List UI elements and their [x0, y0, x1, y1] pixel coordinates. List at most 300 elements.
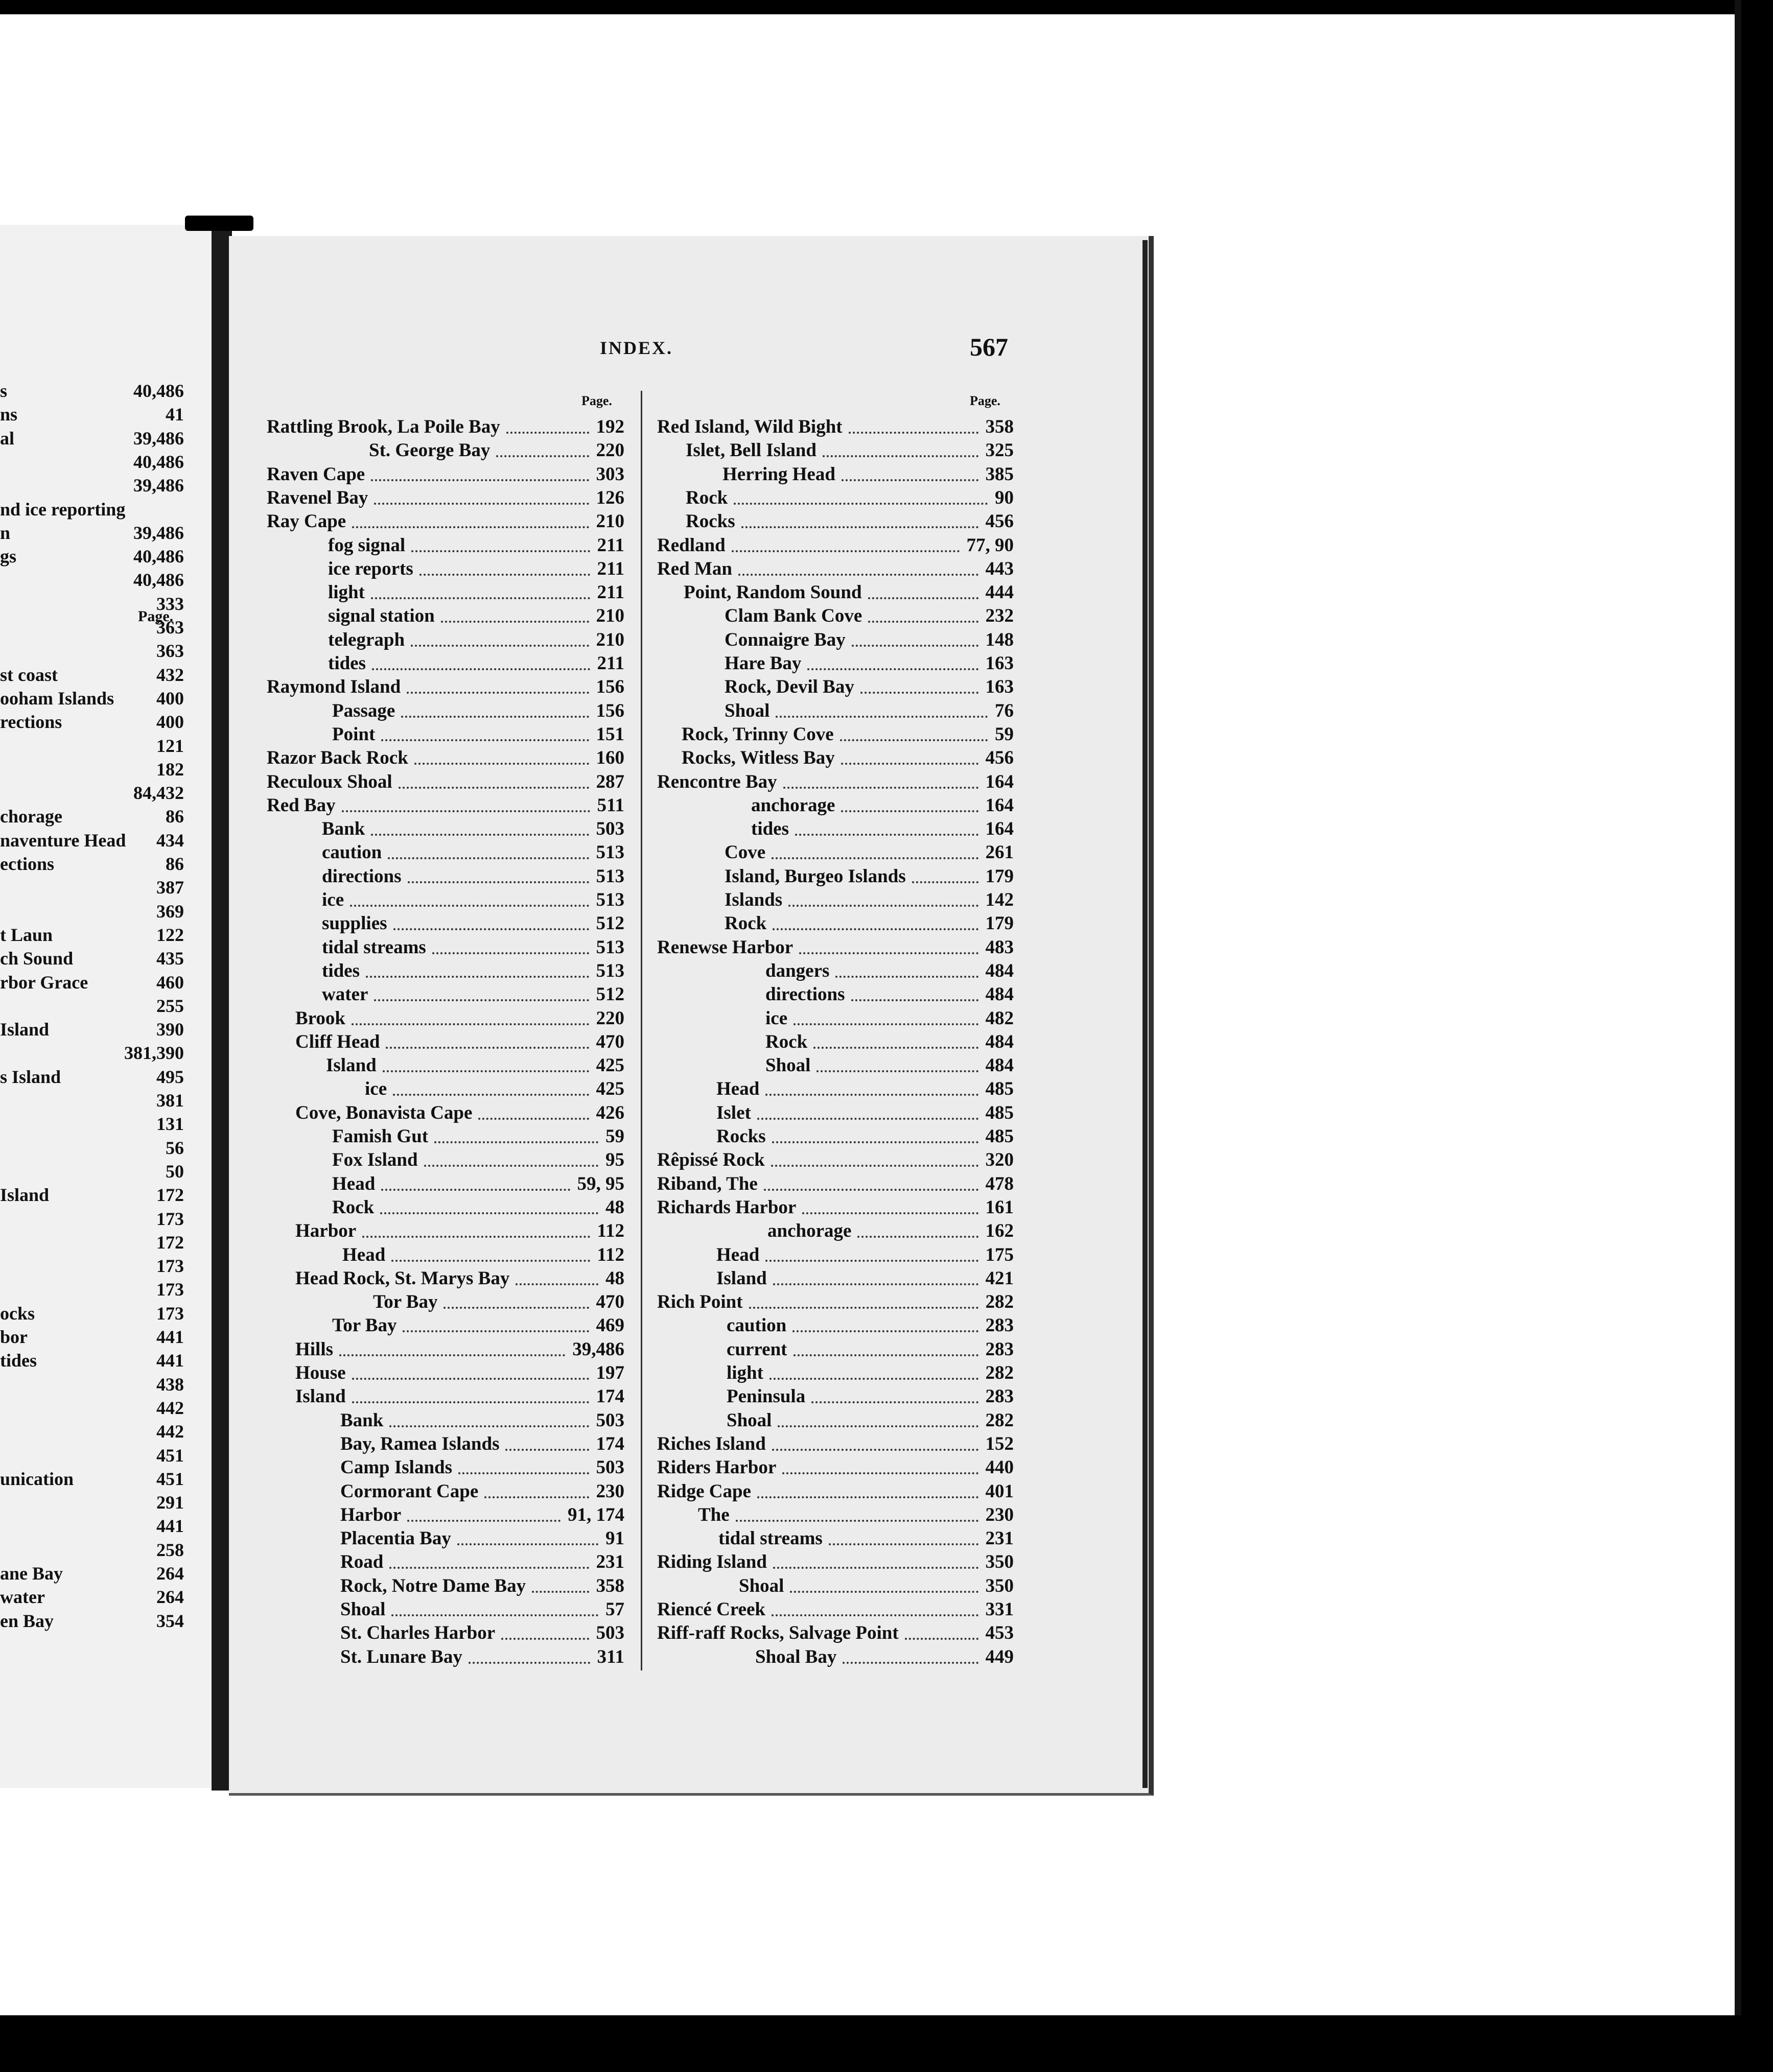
entry-text: tides: [751, 818, 789, 840]
right-page-edge: [1142, 240, 1148, 1788]
entry-page: 211: [597, 582, 624, 603]
entry-text: Point: [332, 723, 376, 745]
left-page-entry: [0, 686, 184, 709]
entry-page: 86: [166, 854, 184, 874]
index-entry: [657, 416, 1014, 440]
leader-dots: [772, 1449, 978, 1451]
leader-dots: [362, 1236, 590, 1238]
entry-text: Ravenel Bay: [267, 487, 368, 508]
entry-text: Riencé Creek: [657, 1599, 765, 1620]
entry-page: 148: [985, 629, 1014, 650]
entry-page: 400: [156, 712, 184, 733]
entry-text: Islet, Bell Island: [686, 440, 816, 461]
leader-dots: [374, 503, 589, 505]
leader-dots: [811, 1401, 978, 1403]
leader-dots: [352, 526, 589, 528]
index-entry: [267, 1031, 624, 1055]
entry-page: 512: [596, 984, 624, 1005]
index-entry: [267, 416, 624, 440]
left-page-entry: [0, 1159, 184, 1182]
index-entry: [657, 889, 1014, 913]
index-entry: [657, 1386, 1014, 1409]
entry-page: 511: [597, 794, 624, 816]
entry-page: 164: [985, 818, 1014, 840]
index-entry: [267, 1149, 624, 1173]
leader-dots: [783, 787, 978, 789]
entry-page: 434: [156, 830, 184, 851]
left-page-entry: [0, 946, 184, 969]
entry-text: Island: [716, 1267, 767, 1289]
index-entry: [267, 795, 624, 818]
leader-dots: [432, 952, 589, 954]
film-border-right-inner: [1735, 0, 1742, 2072]
entry-page: 121: [156, 735, 184, 756]
index-entry: [267, 1457, 624, 1480]
entry-page: 443: [985, 558, 1014, 579]
book-spine-cap: [185, 216, 253, 231]
entry-text: Shoal: [739, 1575, 784, 1596]
entry-page: 192: [596, 416, 624, 437]
entry-page: 211: [597, 534, 624, 556]
entry-page: 142: [985, 889, 1014, 910]
index-entry: [657, 842, 1014, 865]
entry-text: Rich Point: [657, 1291, 743, 1313]
entry-page: 287: [596, 771, 624, 792]
entry-page: 358: [985, 416, 1014, 437]
index-entry: [657, 1173, 1014, 1197]
leader-dots: [393, 928, 589, 930]
index-entry: [267, 984, 624, 1007]
index-entry: [657, 913, 1014, 936]
left-page-entry: [0, 1490, 184, 1513]
entry-text: Shoal: [765, 1055, 811, 1076]
entry-text: The: [698, 1504, 730, 1525]
entry-page: 503: [596, 1409, 624, 1431]
left-page-entry: [0, 993, 184, 1017]
entry-text: Redland: [657, 534, 726, 556]
index-entry: [267, 653, 624, 676]
entry-page: 513: [596, 960, 624, 981]
index-entry: [267, 1197, 624, 1220]
leader-dots: [790, 1591, 978, 1593]
index-entry: [267, 1339, 624, 1362]
index-entry: [267, 818, 624, 842]
entry-page: 39,486: [133, 475, 184, 496]
entry-text: Razor Back Rock: [267, 747, 408, 769]
index-entry: [657, 1339, 1014, 1362]
entry-text: Herring Head: [722, 463, 835, 485]
leader-dots: [816, 1070, 978, 1072]
entry-page: 112: [597, 1220, 624, 1242]
index-entry: [267, 1244, 624, 1268]
leader-dots: [807, 668, 978, 670]
left-page-entry: [0, 1064, 184, 1088]
entry-text: Reculoux Shoal: [267, 771, 392, 792]
entry-page: 441: [156, 1350, 184, 1371]
leader-dots: [829, 1543, 978, 1545]
entry-page: 513: [596, 889, 624, 910]
entry-page: 182: [156, 759, 184, 780]
left-page-entry: [0, 1561, 184, 1584]
leader-dots: [732, 550, 960, 552]
entry-text: unication: [0, 1468, 74, 1489]
left-page-entry: [0, 1206, 184, 1230]
index-entry: [267, 511, 624, 534]
leader-dots: [339, 1354, 565, 1356]
entry-page: 173: [156, 1256, 184, 1277]
entry-page: 350: [985, 1551, 1014, 1573]
entry-text: Raven Cape: [267, 463, 365, 485]
left-page-entry: [0, 1040, 184, 1064]
entry-page: 442: [156, 1397, 184, 1418]
leader-dots: [434, 1141, 598, 1143]
entry-text: Ray Cape: [267, 511, 346, 532]
entry-text: dangers: [765, 960, 830, 981]
left-page-entry: [0, 757, 184, 780]
index-entry: [267, 1078, 624, 1102]
entry-text: Harbor: [295, 1220, 357, 1242]
entry-text: ice: [365, 1078, 387, 1100]
leader-dots: [414, 763, 589, 765]
entry-page: 390: [156, 1019, 184, 1040]
leader-dots: [350, 905, 589, 907]
entry-page: 453: [985, 1622, 1014, 1644]
index-entry: [657, 1433, 1014, 1457]
entry-page: 210: [596, 629, 624, 650]
entry-text: Red Man: [657, 558, 732, 579]
entry-text: anchorage: [751, 794, 835, 816]
entry-page: 503: [596, 1622, 624, 1644]
leader-dots: [444, 1307, 589, 1309]
entry-page: 449: [985, 1646, 1014, 1667]
leader-dots: [469, 1662, 590, 1664]
left-page-entry: [0, 780, 184, 804]
entry-text: Cormorant Cape: [340, 1480, 479, 1502]
leader-dots: [757, 1118, 978, 1120]
entry-text: Richards Harbor: [657, 1196, 797, 1218]
index-entry: [267, 747, 624, 771]
entry-text: en Bay: [0, 1610, 54, 1631]
entry-page: 441: [156, 1516, 184, 1537]
leader-dots: [794, 1023, 978, 1025]
left-page-entry: [0, 426, 184, 449]
leader-dots: [496, 455, 589, 457]
entry-page: 484: [985, 984, 1014, 1005]
entry-page: 282: [985, 1362, 1014, 1383]
film-border-top: [0, 0, 1773, 14]
index-entry: [267, 913, 624, 936]
entry-text: chorage: [0, 806, 62, 827]
entry-text: Placentia Bay: [340, 1528, 451, 1549]
leader-dots: [506, 432, 589, 434]
entry-page: 152: [985, 1433, 1014, 1454]
leader-dots: [765, 1094, 978, 1096]
index-entry: [657, 984, 1014, 1007]
entry-page: 50: [166, 1161, 184, 1182]
left-page-entry: [0, 520, 184, 544]
index-entry: [267, 558, 624, 582]
index-entry: [657, 960, 1014, 984]
left-page-entry: [0, 1230, 184, 1253]
leader-dots: [749, 1307, 978, 1309]
leader-dots: [773, 928, 978, 930]
entry-text: al: [0, 428, 15, 449]
entry-text: Road: [340, 1551, 384, 1573]
entry-text: light: [328, 582, 365, 603]
entry-text: tidal streams: [718, 1528, 823, 1549]
entry-page: 482: [985, 1007, 1014, 1029]
index-entry: [267, 676, 624, 700]
entry-page: 40,486: [133, 451, 184, 472]
left-page-entry: [0, 1513, 184, 1537]
leader-dots: [389, 1567, 589, 1569]
entry-text: telegraph: [328, 629, 405, 650]
leader-dots: [782, 1472, 978, 1474]
leader-dots: [788, 905, 978, 907]
entry-page: 220: [596, 1007, 624, 1029]
entry-text: s Island: [0, 1066, 61, 1087]
entry-page: 164: [985, 794, 1014, 816]
entry-page: 460: [156, 972, 184, 993]
index-entry: [267, 1599, 624, 1622]
index-entry: [267, 1481, 624, 1504]
entry-page: 231: [985, 1528, 1014, 1549]
leader-dots: [734, 503, 988, 505]
left-page-entry: [0, 1088, 184, 1111]
entry-text: Shoal: [725, 700, 770, 721]
entry-page: 48: [605, 1267, 624, 1289]
film-border-right: [1741, 0, 1773, 2072]
entry-page: 230: [596, 1480, 624, 1502]
entry-page: 484: [985, 1055, 1014, 1076]
entry-text: Harbor: [340, 1504, 402, 1525]
entry-page: 441: [156, 1327, 184, 1347]
leader-dots: [393, 1094, 589, 1096]
index-entry: [657, 1244, 1014, 1268]
right-column-header: Page.: [970, 393, 1000, 408]
leader-dots: [411, 550, 590, 552]
entry-page: 264: [156, 1563, 184, 1584]
index-entry: [657, 1410, 1014, 1433]
entry-page: 210: [596, 605, 624, 627]
entry-page: 179: [985, 913, 1014, 934]
leader-dots: [843, 1662, 978, 1664]
left-page-entry: [0, 922, 184, 946]
index-entry: [657, 1646, 1014, 1670]
entry-text: ice: [322, 889, 344, 910]
entry-page: 425: [596, 1055, 624, 1076]
leader-dots: [505, 1449, 589, 1451]
entry-page: 369: [156, 901, 184, 922]
left-page-entry: [0, 497, 184, 520]
left-page-entry: [0, 567, 184, 591]
entry-page: 421: [985, 1267, 1014, 1289]
leader-dots: [802, 1212, 978, 1214]
entry-text: Hills: [295, 1338, 334, 1360]
index-entry: [657, 1528, 1014, 1551]
left-page-entry: [0, 1537, 184, 1561]
index-entry: [267, 582, 624, 605]
entry-page: 91, 174: [568, 1504, 624, 1525]
entry-text: water: [0, 1587, 45, 1608]
entry-text: n: [0, 522, 11, 543]
leader-dots: [484, 1496, 589, 1498]
entry-page: 172: [156, 1232, 184, 1253]
index-entry: [657, 1622, 1014, 1646]
left-page-entry: [0, 875, 184, 898]
index-entry: [267, 1126, 624, 1149]
index-entry: [657, 511, 1014, 534]
left-page-entry: [0, 828, 184, 851]
entry-page: 59: [995, 723, 1014, 745]
leader-dots: [799, 952, 978, 954]
entry-text: House: [295, 1362, 346, 1383]
left-page-entry: [0, 1372, 184, 1395]
leader-dots: [841, 810, 978, 812]
entry-page: 41: [166, 404, 184, 425]
entry-page: 283: [985, 1386, 1014, 1407]
entry-text: Hare Bay: [725, 653, 802, 674]
left-page-entry: [0, 1584, 184, 1608]
entry-text: rections: [0, 712, 62, 733]
entry-text: light: [727, 1362, 763, 1383]
entry-text: Island: [0, 1019, 50, 1040]
entry-text: Tor Bay: [373, 1291, 438, 1313]
index-entry: [657, 1197, 1014, 1220]
index-entry: [267, 629, 624, 653]
index-entry: [267, 605, 624, 629]
entry-page: 173: [156, 1303, 184, 1324]
left-page-entry: [0, 544, 184, 567]
index-entry: [657, 724, 1014, 747]
entry-text: Rock: [725, 913, 767, 934]
entry-page: 495: [156, 1066, 184, 1087]
entry-text: ns: [0, 404, 18, 425]
entry-text: Raymond Island: [267, 676, 401, 698]
leader-dots: [403, 1330, 589, 1332]
entry-text: Red Bay: [267, 794, 336, 816]
leader-dots: [823, 455, 978, 457]
leader-dots: [849, 432, 978, 434]
leader-dots: [764, 1189, 978, 1191]
leader-dots: [868, 597, 978, 599]
entry-text: ch Sound: [0, 948, 74, 969]
entry-page: 197: [596, 1362, 624, 1383]
leader-dots: [741, 526, 978, 528]
entry-page: 90: [995, 487, 1014, 508]
entry-page: 363: [156, 617, 184, 638]
index-entry: [657, 1149, 1014, 1173]
leader-dots: [383, 1070, 589, 1072]
leader-dots: [757, 1496, 978, 1498]
entry-page: 211: [597, 653, 624, 674]
leader-dots: [769, 1378, 978, 1380]
entry-page: 173: [156, 1279, 184, 1300]
leader-dots: [352, 1378, 589, 1380]
entry-text: Rock, Notre Dame Bay: [340, 1575, 526, 1596]
left-page-entry: [0, 473, 184, 496]
entry-page: 261: [985, 842, 1014, 863]
entry-text: Riders Harbor: [657, 1457, 777, 1478]
leader-dots: [840, 739, 988, 741]
left-page-entry: [0, 1182, 184, 1206]
entry-page: 77, 90: [966, 534, 1014, 556]
left-page-entry: [0, 1466, 184, 1490]
index-entry: [267, 1315, 624, 1338]
leader-dots: [366, 976, 589, 978]
leader-dots: [419, 574, 590, 576]
entry-page: 381,390: [124, 1043, 184, 1064]
left-page-entry: [0, 709, 184, 733]
leader-dots: [813, 1047, 978, 1049]
entry-page: 440: [985, 1457, 1014, 1478]
index-entry: [657, 629, 1014, 653]
leader-dots: [857, 1236, 978, 1238]
entry-page: 76: [995, 700, 1014, 721]
entry-page: 485: [985, 1102, 1014, 1123]
entry-text: tides: [328, 653, 366, 674]
entry-text: Clam Bank Cove: [725, 605, 862, 627]
index-entry: [267, 1386, 624, 1409]
entry-text: gs: [0, 546, 17, 567]
index-entry: [267, 700, 624, 724]
entry-text: directions: [765, 984, 845, 1005]
entry-page: 264: [156, 1587, 184, 1608]
entry-text: Riband, The: [657, 1173, 758, 1194]
entry-text: tides: [322, 960, 360, 981]
leader-dots: [860, 692, 978, 694]
index-entry: [657, 866, 1014, 889]
entry-text: naventure Head: [0, 830, 126, 851]
left-page-entry: [0, 1395, 184, 1419]
leader-dots: [388, 857, 589, 859]
leader-dots: [912, 881, 978, 883]
index-entry: [267, 1528, 624, 1551]
page-number: 567: [970, 333, 1008, 361]
entry-text: st coast: [0, 664, 58, 685]
entry-text: Rocks, Witless Bay: [682, 747, 835, 769]
index-entry: [657, 1008, 1014, 1031]
entry-page: 164: [985, 771, 1014, 792]
entry-page: 283: [985, 1338, 1014, 1360]
entry-page: 503: [596, 818, 624, 840]
leader-dots: [868, 621, 978, 623]
index-entry: [657, 676, 1014, 700]
leader-dots: [532, 1591, 589, 1593]
leader-dots: [478, 1118, 589, 1120]
leader-dots: [399, 787, 589, 789]
index-entry: [657, 653, 1014, 676]
entry-text: Famish Gut: [332, 1126, 429, 1147]
entry-text: Rocks: [686, 511, 735, 532]
entry-page: 350: [985, 1575, 1014, 1596]
entry-page: 40,486: [133, 381, 184, 401]
entry-text: caution: [322, 842, 382, 863]
leader-dots: [778, 1425, 978, 1427]
leader-dots: [407, 692, 589, 694]
index-entry: [267, 1362, 624, 1386]
entry-page: 231: [596, 1551, 624, 1573]
entry-text: Rock: [332, 1196, 375, 1218]
entry-page: 513: [596, 842, 624, 863]
entry-text: Shoal: [727, 1409, 772, 1431]
entry-text: ane Bay: [0, 1563, 63, 1584]
leader-dots: [374, 999, 589, 1001]
leader-dots: [457, 1543, 598, 1545]
leader-dots: [738, 574, 978, 576]
entry-page: 484: [985, 1031, 1014, 1052]
entry-text: Head: [716, 1244, 760, 1265]
